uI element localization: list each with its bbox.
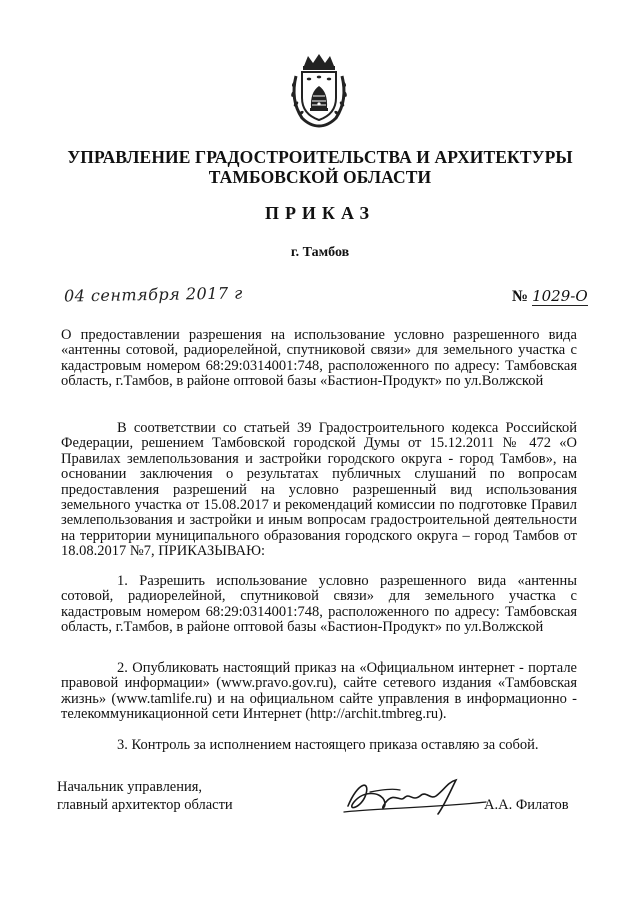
organization-name-line2: ТАМБОВСКОЙ ОБЛАСТИ [208, 167, 432, 187]
handwritten-date: 04 сентября 2017 г [63, 283, 243, 306]
handwritten-number: 1029-О [532, 287, 588, 305]
handwritten-signature [340, 772, 490, 832]
document-number [512, 287, 588, 306]
signer-name: А.А. Филатов [484, 797, 569, 813]
order-item-3: 3. Контроль за исполнением настоящего приказа оставляю за собой. [117, 737, 539, 753]
coat-of-arms-emblem [288, 52, 350, 128]
document-type-title: ПРИКАЗ [264, 203, 376, 223]
order-preamble: В соответствии со статьей 39 Градостроительного кодекса Российской Федерации, решением Тамбовской городской Думы от 15.12.2011 № 472 «О Правилах землепользования и застройки городского округа - город Тамбов», на основании заключения о результатах публичных слушаний по вопросам предоставления разрешений на условно разрешенный вид использования земельного участка от 15.08.2017 и рекомендаций комиссии по подготовке Правил землепользования и застройки и иным вопросам градостроительной деятельности на территории муниципального образования городского округа – город Тамбов от 18.08.2017 №7, ПРИКАЗЫВАЮ: [61, 420, 577, 560]
signer-position [57, 778, 233, 814]
number-label: № [512, 288, 529, 305]
order-subject: О предоставлении разрешения на использование условно разрешенного вида «антенны сотовой, радиорелейной, спутниковой связи» для земельного участка с кадастровым номером 68:29:0314001:748, расположенного по адресу: Тамбовская область, г.Тамбов, в районе оптовой базы «Бастион-Продукт» по ул.Волжской [61, 327, 577, 390]
order-item-1: 1. Разрешить использование условно разрешенного вида «антенны сотовой, радиорелейной, спутниковой связи» для земельного участка с кадастровым номером 68:29:0314001:748, расположенного по адресу: Тамбовская область, г.Тамбов, в районе оптовой базы «Бастион-Продукт» по ул.Волжской [61, 573, 577, 636]
city-name: г. Тамбов [290, 245, 350, 260]
signer-position-line1: Начальник управления, [57, 779, 203, 795]
order-item-2: 2. Опубликовать настоящий приказ на «Официальном интернет - портале правовой информации» (www.pravo.gov.ru), сайте сетевого издания «Тамбовская жизнь» (www.tamlife.ru) и на официальном сайте управления в информационно - телекоммуникационной сети Интернет (http://archit.tmbreg.ru). [61, 660, 577, 723]
organization-name-line1: УПРАВЛЕНИЕ ГРАДОСТРОИТЕЛЬСТВА И АРХИТЕКТУРЫ [67, 147, 573, 167]
signer-position-line2: главный архитектор области [57, 797, 233, 813]
